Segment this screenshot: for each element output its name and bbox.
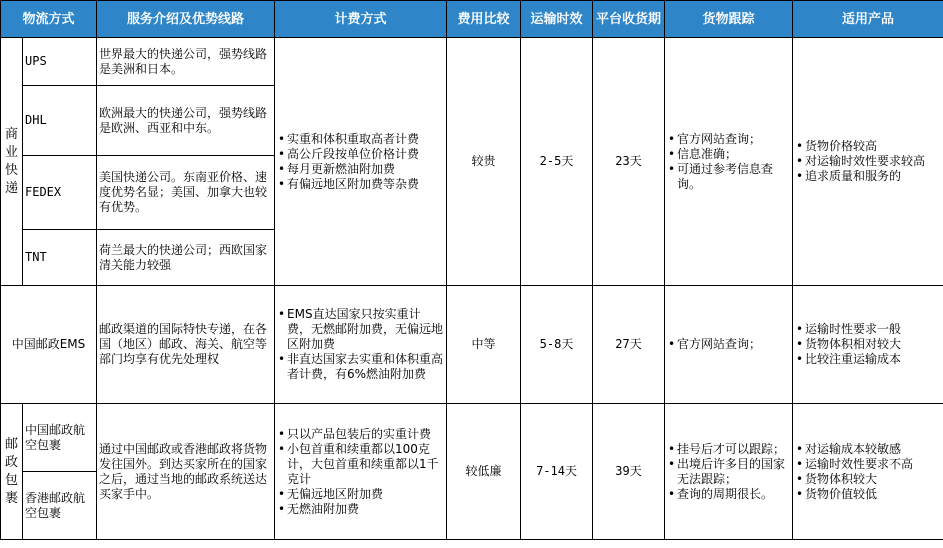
carrier-name-ups: UPS (23, 38, 97, 86)
settlement-commercial: 23天 (593, 38, 665, 286)
header-service: 服务介绍及优势线路 (97, 1, 275, 38)
tracking-item: • 官方网站查询； (667, 132, 790, 147)
products-ems (793, 286, 943, 404)
header-tracking: 货物跟踪 (665, 1, 793, 38)
product-item: • 货物体积较大 (795, 472, 941, 487)
product-item: • 货物价值较低 (795, 487, 941, 502)
carrier-name-china-post: 中国邮政航空包裹 (23, 404, 97, 472)
billing-ems (275, 286, 447, 404)
product-item: • 比较注重运输成本 (795, 352, 941, 367)
tracking-item: • 出境后许多目的国家无法跟踪； (667, 457, 790, 487)
header-settlement: 平台收货期 (593, 1, 665, 38)
carrier-name-ems: 中国邮政EMS (1, 286, 97, 404)
group-label-post: 邮 政 包 裹 (1, 404, 23, 540)
product-item: • 货物体积相对较大 (795, 337, 941, 352)
carrier-name-tnt: TNT (23, 230, 97, 286)
tracking-item: • 挂号后才可以跟踪； (667, 442, 790, 457)
tracking-post (665, 404, 793, 540)
header-transit: 运输时效 (521, 1, 593, 38)
product-item: • 运输时性要求一般 (795, 322, 941, 337)
cost-post: 较低廉 (447, 404, 521, 540)
cost-commercial: 较贵 (447, 38, 521, 286)
carrier-name-fedex: FEDEX (23, 156, 97, 230)
products-commercial (793, 38, 943, 286)
settlement-post: 39天 (593, 404, 665, 540)
billing-item: • 每月更新燃油附加费 (277, 162, 444, 177)
product-item: • 货物价格较高 (795, 139, 941, 154)
table-row (1, 404, 943, 472)
transit-post: 7-14天 (521, 404, 593, 540)
carrier-name-dhl: DHL (23, 86, 97, 156)
cost-ems: 中等 (447, 286, 521, 404)
billing-item: • 非直达国家去实重和体积重高者计费，有6%燃油附加费 (277, 352, 444, 382)
header-products: 适用产品 (793, 1, 943, 38)
carrier-service-ups: 世界最大的快递公司，强势线路是美洲和日本。 (97, 38, 275, 86)
header-mode: 物流方式 (1, 1, 97, 38)
products-post (793, 404, 943, 540)
tracking-ems (665, 286, 793, 404)
billing-item: • 无偏远地区附加费 (277, 487, 444, 502)
billing-item: • 只以产品包装后的实重计费 (277, 427, 444, 442)
billing-item: • 实重和体积重取高者计费 (277, 132, 444, 147)
group-label-commercial: 商 业 快 递 (1, 38, 23, 286)
billing-item: • 有偏远地区附加费等杂费 (277, 177, 444, 192)
transit-commercial: 2-5天 (521, 38, 593, 286)
product-item: • 追求质量和服务的 (795, 169, 941, 184)
table-row (1, 38, 943, 86)
header-row (1, 1, 943, 38)
product-item: • 运输时效性要求不高 (795, 457, 941, 472)
tracking-commercial (665, 38, 793, 286)
table-row (1, 286, 943, 404)
tracking-item: • 可通过参考信息查询。 (667, 162, 790, 192)
settlement-ems: 27天 (593, 286, 665, 404)
carrier-name-hk-post: 香港邮政航空包裹 (23, 472, 97, 540)
billing-item: • 无燃油附加费 (277, 502, 444, 517)
billing-item: • 小包首重和续重都以100克计，大包首重和续重都以1千克计 (277, 442, 444, 487)
carrier-service-fedex: 美国快递公司。东南亚价格、速度优势名显；美国、加拿大也较有优势。 (97, 156, 275, 230)
billing-post (275, 404, 447, 540)
product-item: • 对运输成本较敏感 (795, 442, 941, 457)
header-billing: 计费方式 (275, 1, 447, 38)
transit-ems: 5-8天 (521, 286, 593, 404)
product-item: • 对运输时效性要求较高 (795, 154, 941, 169)
tracking-item: • 信息准确； (667, 147, 790, 162)
billing-item: • EMS直达国家只按实重计费，无燃邮附加费，无偏远地区附加费 (277, 307, 444, 352)
carrier-service-tnt: 荷兰最大的快递公司；西欧国家清关能力较强 (97, 230, 275, 286)
tracking-item: • 官方网站查询； (667, 337, 790, 352)
carrier-service-post: 通过中国邮政或香港邮政将货物发往国外。到达买家所在的国家之后，通过当地的邮政系统送达买家手中。 (97, 404, 275, 540)
header-cost: 费用比较 (447, 1, 521, 38)
billing-commercial (275, 38, 447, 286)
carrier-service-dhl: 欧洲最大的快递公司，强势线路是欧洲、西亚和中东。 (97, 86, 275, 156)
tracking-item: • 查询的周期很长。 (667, 487, 790, 502)
carrier-service-ems: 邮政渠道的国际特快专递，在各国（地区）邮政、海关、航空等部门均享有优先处理权 (97, 286, 275, 404)
billing-item: • 高公斤段按单位价格计费 (277, 147, 444, 162)
